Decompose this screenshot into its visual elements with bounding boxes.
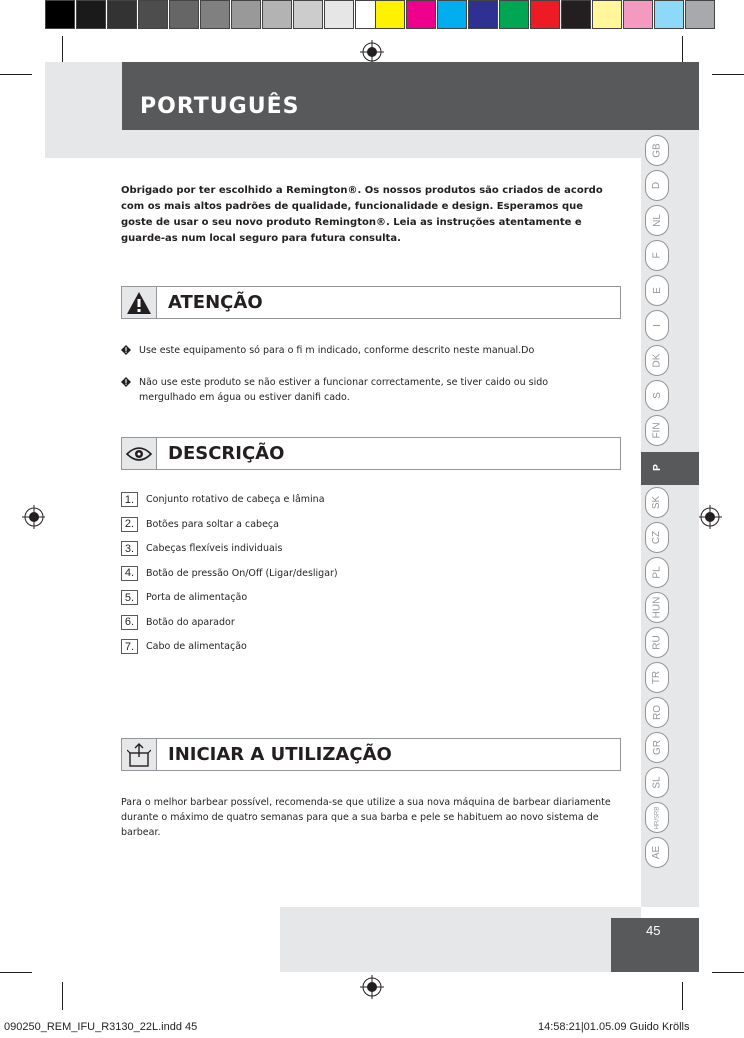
description-section-header [121,437,621,470]
attention-item [121,343,601,358]
crop-mark [682,36,683,64]
language-tab[interactable] [645,557,669,588]
language-tab-label: HUN [651,596,663,619]
timestamp-slug: 14:58:21|01.05.09 Guido Krölls [538,1021,690,1033]
item-label: Porta de alimentação [146,592,248,603]
language-tab-label: GB [651,143,663,158]
language-tab[interactable] [645,205,669,236]
page-title: PORTUGUÊS [140,94,300,119]
language-tab-label: SL [651,776,663,789]
item-number: 5. [121,590,138,605]
crop-mark [712,74,744,75]
language-tab-label: D [651,181,663,190]
color-swatch [45,0,75,29]
color-swatch [530,0,560,29]
language-tab-label: RU [651,635,663,650]
list-item [121,590,338,615]
language-tab[interactable] [645,380,669,411]
language-tab[interactable] [645,170,669,201]
color-swatch [437,0,467,29]
language-tab-label: NL [651,214,663,227]
item-number: 2. [121,517,138,532]
eye-icon [122,438,157,469]
crop-mark [712,972,744,973]
description-title: DESCRIÇÃO [168,443,285,464]
language-tab[interactable] [645,837,669,868]
crop-mark [62,982,63,1010]
color-swatch [76,0,106,29]
color-swatch [499,0,529,29]
color-swatch [200,0,230,29]
language-tab[interactable] [645,310,669,341]
calibration-gray-bar [45,0,386,29]
getting-started-section-header [121,738,621,771]
footer-band [280,907,641,972]
color-swatch [262,0,292,29]
color-swatch [468,0,498,29]
language-tab-label: F [651,252,663,259]
attention-section-header [121,286,621,319]
item-number: 6. [121,615,138,630]
item-label: Botões para soltar a cabeça [146,518,279,530]
attention-title: ATENÇÃO [168,292,263,313]
getting-started-paragraph: Para o melhor barbear possível, recomenda-se que utilize a sua nova máquina de barbear diariamente durante o máximo de quatro semanas para que a sua barba e pele se habituem ao novo sistema de barbear. [121,797,611,838]
attention-item-text: Use este equipamento só para o fi m indicado, conforme descrito neste manual.Do [139,345,535,356]
diamond-warning-icon [121,377,131,387]
warning-icon [122,287,157,318]
language-tab-label: CZ [651,530,663,545]
language-tab-label: FIN [651,422,663,439]
language-tab-label: P [651,464,663,471]
language-tab[interactable] [645,732,669,763]
color-swatch [654,0,684,29]
language-tab[interactable] [645,802,669,833]
language-tab-label: HR/SRB [654,806,661,829]
registration-mark-icon [698,505,722,529]
language-tab[interactable] [645,522,669,553]
color-swatch [293,0,323,29]
item-label: Cabo de alimentação [146,641,247,652]
item-label: Cabeças flexíveis individuais [146,543,283,554]
item-number: 1. [121,492,138,507]
language-tab[interactable] [645,452,669,483]
list-item [121,492,338,517]
language-tab[interactable] [645,592,669,623]
item-number: 3. [121,541,138,556]
language-tab-label: GR [651,740,663,755]
page-number: 45 [646,923,661,938]
language-tab[interactable] [645,345,669,376]
language-tab-label: SK [651,495,663,510]
language-tab-label: I [651,324,663,327]
file-slug: 090250_REM_IFU_R3130_22L.indd 45 [4,1021,198,1033]
language-tab-label: E [651,287,663,294]
color-swatch [324,0,354,29]
registration-mark-icon [360,40,384,64]
registration-mark-icon [360,975,384,999]
language-tab-label: RO [651,705,663,720]
language-tab[interactable] [645,662,669,693]
language-tab[interactable] [645,135,669,166]
color-swatch [375,0,405,29]
language-tab-label: S [651,392,663,399]
item-label: Botão de pressão On/Off (Ligar/desligar) [146,567,338,579]
language-tab-label: PL [651,566,663,579]
color-swatch [561,0,591,29]
crop-mark [682,982,683,1010]
color-swatch [231,0,261,29]
registration-mark-icon [22,505,46,529]
color-swatch [107,0,137,29]
color-swatch [138,0,168,29]
item-number: 4. [121,566,138,581]
attention-item-text: Não use este produto se não estiver a funcionar correctamente, se tiver caido ou sido mergulhado em água ou estiver danifi cado. [139,377,549,403]
language-tab-label: DK [651,353,663,368]
language-tab[interactable] [645,240,669,271]
language-tab-label: AE [651,845,663,860]
diamond-warning-icon [121,345,131,355]
calibration-color-bar [375,0,716,29]
crop-mark [0,972,32,973]
language-tab[interactable] [645,767,669,798]
list-item [121,566,338,591]
item-label: Conjunto rotativo de cabeça e lâmina [146,494,325,505]
list-item [121,541,338,566]
item-label: Botão do aparador [146,616,235,628]
color-swatch [685,0,715,29]
color-swatch [406,0,436,29]
list-item [121,615,338,640]
language-tab[interactable] [645,275,669,306]
color-swatch [169,0,199,29]
intro-paragraph: Obrigado por ter escolhido a Remington®. Os nossos produtos são criados de acordo com os mais altos padrões de qualidade, funcionalidade e design. Esperamos que goste de usar o seu novo produto Remington®. Leia as instruções atentamente e guarde-as num local seguro para futura consulta. [121,185,603,244]
color-swatch [592,0,622,29]
list-item [121,517,338,542]
color-swatch [623,0,653,29]
box-icon [122,739,157,770]
attention-item [121,375,601,405]
language-tab[interactable] [645,415,669,446]
crop-mark [0,74,32,75]
item-number: 7. [121,639,138,654]
list-item [121,639,338,664]
language-tab[interactable] [645,487,669,518]
description-list [121,492,338,664]
crop-mark [62,36,63,64]
language-tab-label: TR [651,670,663,685]
getting-started-title: INICIAR A UTILIZAÇÃO [168,744,392,765]
language-tab[interactable] [645,697,669,728]
language-tab[interactable] [645,627,669,658]
